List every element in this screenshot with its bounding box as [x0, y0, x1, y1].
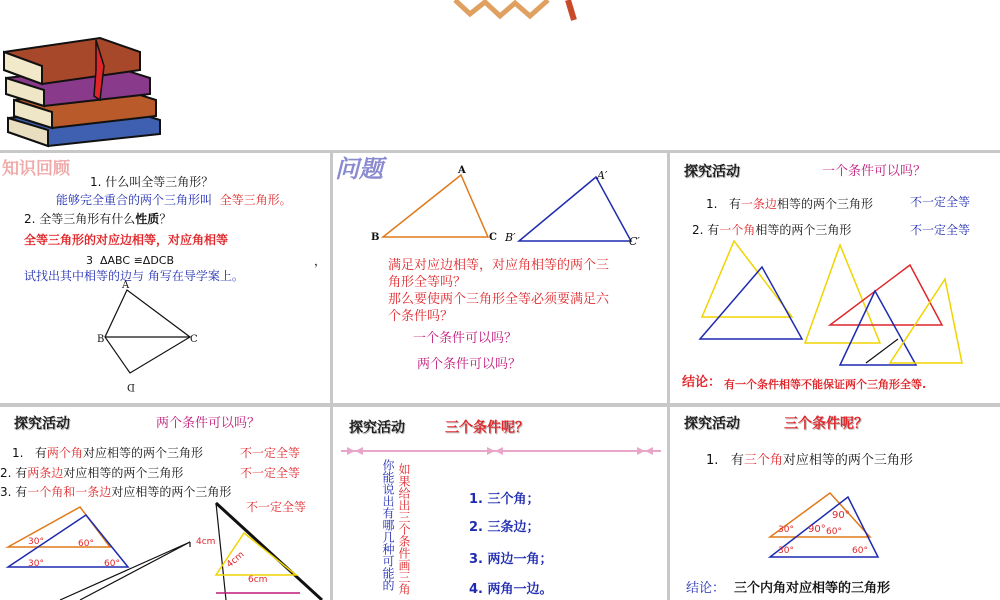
length-6cm: 6cm: [248, 575, 268, 585]
vertical-text-1: 如果给出三个条件画三角: [397, 463, 411, 595]
angle-60-b: 60°: [852, 546, 868, 556]
item-1-answer: 不一定全等: [910, 195, 971, 209]
panel-title: 探究活动: [14, 416, 70, 432]
length-4cm-b: 4cm: [225, 549, 247, 571]
item-1-answer: 不一定全等: [240, 446, 301, 460]
question-3-task: 试找出其中相等的边与 角写在导学案上。: [24, 269, 244, 283]
triangles-figure: [670, 407, 1000, 600]
panel-question: 两个条件可以吗？: [156, 416, 261, 431]
triangles-figure: [0, 407, 330, 600]
header-decoration: [0, 0, 1000, 150]
question-two-conditions: 两个条件可以吗？: [417, 357, 522, 372]
item-3-answer: 不一定全等: [246, 500, 307, 514]
angle-30-a: 30°: [778, 525, 794, 535]
conclusion-label: 结论：: [686, 581, 726, 596]
panel-explore-two: [0, 407, 330, 600]
panel-question: [333, 153, 667, 403]
panel-explore-three: [333, 407, 667, 600]
quadrilateral-figure: [0, 153, 330, 403]
label-A-prime: A′: [597, 169, 608, 182]
item-2-answer: 不一定全等: [240, 466, 301, 480]
label-C: C: [489, 232, 497, 243]
label-B: B: [97, 334, 105, 345]
item-3: 3. 有一个角和一条边对应相等的两个三角形: [0, 485, 232, 499]
length-4cm-a: 4cm: [196, 537, 216, 547]
question-3: 3 ΔABC ≌ΔDCB: [86, 254, 175, 267]
question-text-line1: 满足对应边相等，对应角相等的两个三: [388, 258, 610, 273]
answer-2: 全等三角形的对应边相等，对应角相等: [24, 233, 229, 247]
triangles-figure: [670, 153, 1000, 403]
question-text-line2: 角形全等吗？: [388, 275, 467, 290]
angle-60-b: 60°: [104, 559, 120, 569]
books-icon: [0, 0, 200, 150]
item-1: 1. 有三个角对应相等的两个三角形: [706, 453, 913, 468]
panel-title: 知识回顾: [2, 159, 70, 179]
option-3: 3. 两边一角；: [469, 552, 553, 567]
angle-30-b: 30°: [28, 559, 44, 569]
question-1: 1. 什么叫全等三角形？: [90, 175, 214, 189]
answer-1: 能够完全重合的两个三角形叫 全等三角形。: [56, 193, 292, 207]
item-2: 2. 有两条边对应相等的两个三角形: [0, 466, 184, 480]
question-2: 2. 全等三角形有什么性质？: [24, 212, 172, 226]
panel-title: 探究活动: [684, 164, 740, 180]
angle-90-b: 90°: [832, 510, 850, 521]
label-C-prime: C′: [629, 235, 640, 248]
panel-question: 一个条件可以吗？: [822, 164, 927, 179]
label-A: A: [122, 280, 130, 291]
item-2-answer: 不一定全等: [910, 223, 971, 237]
question-text-line3: 那么要使两个三角形全等必须要满足六: [388, 292, 610, 307]
panel-explore-four: [670, 407, 1000, 600]
conclusion-label: 结论：: [682, 375, 722, 390]
panel-question: 三个条件呢？: [784, 416, 868, 432]
panel-knowledge-review: [0, 153, 330, 403]
label-C: C: [190, 334, 198, 345]
option-1: 1. 三个角；: [469, 492, 540, 507]
question-text-line4: 个条件吗？: [388, 309, 454, 324]
label-D: D: [127, 381, 136, 392]
item-2: 2. 有一个角相等的两个三角形: [692, 223, 852, 237]
angle-60-a: 60°: [78, 539, 94, 549]
angle-60-a: 60°: [826, 527, 842, 537]
item-1: 1. 有两个角对应相等的两个三角形: [12, 446, 203, 460]
panel-question: 三个条件呢？: [445, 420, 529, 436]
vertical-text-2: 你能说出有哪几种可能的: [381, 459, 395, 591]
conclusion-text: 三个内角对应相等的三角形: [734, 581, 891, 596]
panel-title: 探究活动: [684, 416, 740, 432]
label-B-prime: B′: [505, 231, 516, 244]
question-3-comma: ，: [314, 254, 327, 268]
option-4: 4. 两角一边。: [469, 582, 553, 597]
panel-title: 探究活动: [349, 420, 405, 436]
angle-30-a: 30°: [28, 537, 44, 547]
item-1: 1. 有一条边相等的两个三角形: [706, 197, 873, 211]
option-2: 2. 三条边；: [469, 520, 540, 535]
panel-title: 问题: [335, 155, 383, 183]
label-A: A: [458, 165, 466, 176]
label-B: B: [371, 232, 380, 243]
panel-explore-one: [670, 153, 1000, 403]
angle-90-a: 90°: [808, 524, 826, 535]
conclusion-text: 有一个条件相等不能保证两个三角形全等.: [724, 378, 927, 391]
question-one-condition: 一个条件可以吗？: [413, 331, 518, 346]
angle-30-b: 30°: [778, 546, 794, 556]
